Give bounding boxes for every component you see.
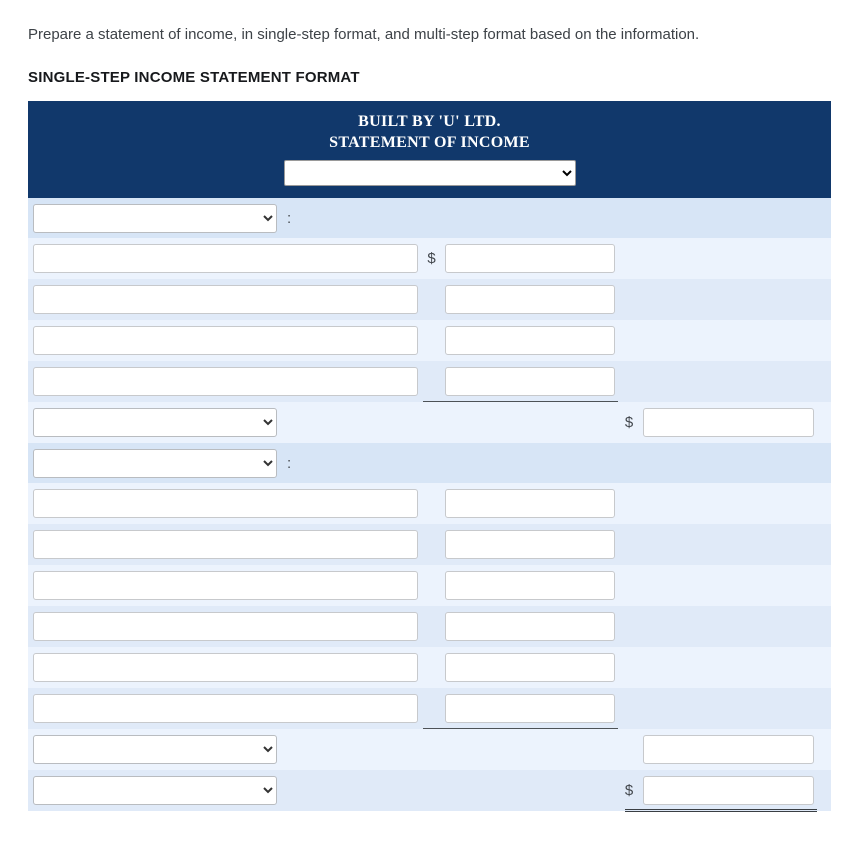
income-statement-table	[28, 101, 831, 811]
net-income-label-select[interactable]	[33, 776, 277, 805]
account-title-input[interactable]	[33, 244, 418, 273]
account-title-input[interactable]	[33, 326, 418, 355]
period-select[interactable]	[284, 160, 576, 186]
statement-row	[28, 320, 831, 361]
amount-input[interactable]	[445, 367, 615, 396]
amount-input[interactable]	[445, 653, 615, 682]
dollar-label: $	[624, 414, 634, 431]
amount-input[interactable]	[445, 244, 615, 273]
dollar-label: $	[624, 782, 634, 799]
account-title-input[interactable]	[33, 530, 418, 559]
statement-row	[28, 647, 831, 688]
statement-row	[28, 483, 831, 524]
statement-row	[28, 770, 831, 811]
section-title: SINGLE-STEP INCOME STATEMENT FORMAT	[28, 69, 360, 86]
account-title-input[interactable]	[33, 571, 418, 600]
company-name: BUILT BY 'U' LTD.	[358, 113, 501, 130]
statement-row	[28, 688, 831, 729]
account-title-input[interactable]	[33, 694, 418, 723]
account-title-input[interactable]	[33, 489, 418, 518]
amount-input[interactable]	[445, 489, 615, 518]
statement-row	[28, 279, 831, 320]
dollar-label: $	[427, 250, 436, 267]
colon-label: :	[287, 209, 292, 227]
amount-input[interactable]	[445, 612, 615, 641]
account-title-input[interactable]	[33, 367, 418, 396]
statement-row	[28, 238, 831, 279]
account-title-input[interactable]	[33, 285, 418, 314]
instruction-text: Prepare a statement of income, in single-step format, and multi-step format based on the information.	[28, 26, 700, 43]
statement-row	[28, 402, 831, 443]
colon-label: :	[287, 454, 292, 472]
statement-row	[28, 606, 831, 647]
statement-row	[28, 361, 831, 402]
subtotal-label-select-2[interactable]	[33, 735, 277, 764]
total-amount-input[interactable]	[643, 408, 814, 437]
amount-input[interactable]	[445, 694, 615, 723]
subtotal-label-select-1[interactable]	[33, 408, 277, 437]
amount-input[interactable]	[445, 571, 615, 600]
net-income-amount-input[interactable]	[643, 776, 814, 805]
account-title-input[interactable]	[33, 612, 418, 641]
amount-input[interactable]	[445, 530, 615, 559]
total-amount-input[interactable]	[643, 735, 814, 764]
section-label-select-2[interactable]	[33, 449, 277, 478]
amount-input[interactable]	[445, 326, 615, 355]
statement-row	[28, 729, 831, 770]
statement-row	[28, 524, 831, 565]
statement-title: STATEMENT OF INCOME	[329, 134, 530, 151]
statement-row	[28, 198, 831, 238]
statement-row	[28, 443, 831, 483]
section-label-select-1[interactable]	[33, 204, 277, 233]
table-header	[28, 101, 831, 198]
amount-input[interactable]	[445, 285, 615, 314]
statement-row	[28, 565, 831, 606]
account-title-input[interactable]	[33, 653, 418, 682]
